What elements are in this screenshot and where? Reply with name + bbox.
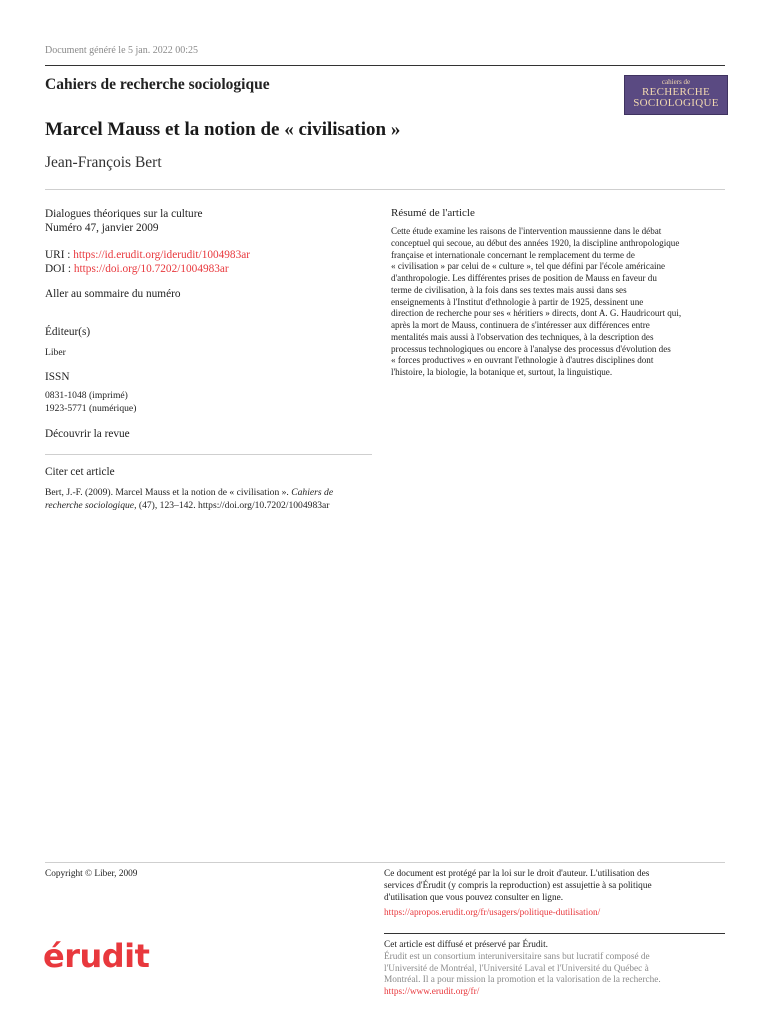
citation-text bbox=[45, 487, 365, 512]
consortium-line: Montréal. Il a pour mission la promotion et la valorisation de la recherche. bbox=[384, 975, 661, 986]
abstract-line: après la mort de Mauss, continuera de s'intéresser aux différences entre bbox=[391, 320, 650, 330]
publisher-heading: Éditeur(s) bbox=[45, 326, 91, 338]
consortium-line: l'Université de Montréal, l'Université Laval et l'Université du Québec à bbox=[384, 963, 649, 974]
article-author: Jean-François Bert bbox=[45, 154, 162, 171]
citation-suffix: , (47), 123–142. https://doi.org/10.7202/1004983ar bbox=[134, 499, 330, 511]
identifiers bbox=[45, 248, 372, 276]
abstract-line: direction de recherche pour ses « héritiers » directs, dont A. G. Haudricourt qui, bbox=[391, 308, 682, 319]
uri-row bbox=[45, 248, 372, 262]
abstract-line: Cette étude examine les raisons de l'intervention maussienne dans le débat bbox=[391, 226, 662, 236]
citation-journal: Cahiers de recherche sociologique bbox=[45, 487, 334, 511]
publisher-name: Liber bbox=[45, 347, 66, 358]
issn-heading: ISSN bbox=[45, 371, 70, 383]
toc-link[interactable]: Aller au sommaire du numéro bbox=[45, 288, 181, 300]
doi-link[interactable]: https://doi.org/10.7202/1004983ar bbox=[73, 263, 229, 275]
citation-divider bbox=[45, 454, 372, 455]
abstract-line: « civilisation » par celui de « culture », tel que défini par l'école américaine bbox=[391, 261, 666, 272]
issn-print: 0831-1048 (imprimé) bbox=[45, 390, 128, 401]
issue-info bbox=[45, 207, 372, 235]
abstract-text bbox=[391, 226, 725, 379]
journal-logo-line3: SOCIOLOGIQUE bbox=[633, 97, 719, 109]
abstract-line: l'histoire, la biologie, la botanique et, surtout, la linguistique. bbox=[391, 367, 613, 377]
generated-date: Document généré le 5 jan. 2022 00:25 bbox=[45, 45, 199, 56]
abstract-line: enseignements à l'Institut d'ethnologie à partir de 1925, dessinent une bbox=[391, 296, 644, 307]
journal-logo-line2: RECHERCHE bbox=[641, 86, 711, 98]
rights-line: services d'Érudit (y compris la reproduction) est assujettie à sa politique bbox=[384, 880, 652, 891]
rights-line: d'utilisation que vous pouvez consulter en ligne. bbox=[384, 892, 564, 903]
abstract-line: française et internationale concernant le remplacement du terme de bbox=[391, 249, 635, 260]
abstract-line: mentalités mais aussi à l'observation des techniques, à la description des bbox=[391, 331, 654, 342]
doi-row bbox=[45, 262, 372, 276]
header-divider bbox=[45, 65, 725, 66]
uri-link[interactable]: https://id.erudit.org/iderudit/1004983ar bbox=[73, 249, 251, 261]
article-title: Marcel Mauss et la notion de « civilisation » bbox=[45, 119, 401, 140]
usage-policy-link[interactable]: https://apropos.erudit.org/fr/usagers/politique-dutilisation/ bbox=[384, 908, 601, 919]
abstract-heading: Résumé de l'article bbox=[391, 207, 475, 219]
journal-logo[interactable] bbox=[624, 75, 728, 115]
issn-digital: 1923-5771 (numérique) bbox=[45, 402, 137, 414]
erudit-info bbox=[384, 940, 724, 999]
erudit-website-link[interactable]: https://www.erudit.org/fr/ bbox=[384, 987, 480, 998]
abstract-line: d'anthropologie. Les différentes prises de position de Mauss en faveur du bbox=[391, 273, 657, 283]
journal-logo-line1: cahiers de bbox=[661, 78, 691, 86]
abstract-line: terme de civilisation, à la fois dans ses textes mais aussi dans ses bbox=[391, 284, 627, 295]
diffusion-note: Cet article est diffusé et préservé par Érudit. bbox=[384, 940, 549, 950]
citation-prefix: Bert, J.-F. (2009). Marcel Mauss et la notion de « civilisation ». bbox=[45, 487, 292, 498]
rights-notice bbox=[384, 869, 724, 920]
issue-number: Numéro 47, janvier 2009 bbox=[45, 222, 159, 234]
journal-name: Cahiers de recherche sociologique bbox=[45, 76, 270, 93]
abstract-line: « forces productives » en ouvrant l'ethnologie à d'autres disciplines dont bbox=[391, 355, 654, 366]
uri-label: URI : bbox=[45, 249, 74, 261]
consortium-line: Érudit est un consortium interuniversitaire sans but lucratif composé de bbox=[384, 951, 650, 962]
issue-theme: Dialogues théoriques sur la culture bbox=[45, 208, 203, 220]
copyright: Copyright © Liber, 2009 bbox=[45, 869, 138, 879]
issn-list bbox=[45, 390, 136, 415]
erudit-logo[interactable]: érudit bbox=[43, 937, 150, 975]
rights-line: Ce document est protégé par la loi sur le droit d'auteur. L'utilisation des bbox=[384, 869, 650, 879]
abstract-line: processus technologiques ou encore à l'analyse des processus d'évolution des bbox=[391, 343, 671, 354]
doi-label: DOI : bbox=[45, 263, 74, 275]
abstract-line: conceptuel qui secoue, au début des années 1920, la discipline anthropologique bbox=[391, 237, 680, 248]
footer-divider bbox=[45, 862, 725, 863]
erudit-divider bbox=[384, 933, 725, 934]
discover-journal-link[interactable]: Découvrir la revue bbox=[45, 428, 130, 440]
citation-heading: Citer cet article bbox=[45, 466, 115, 478]
title-divider bbox=[45, 189, 725, 190]
